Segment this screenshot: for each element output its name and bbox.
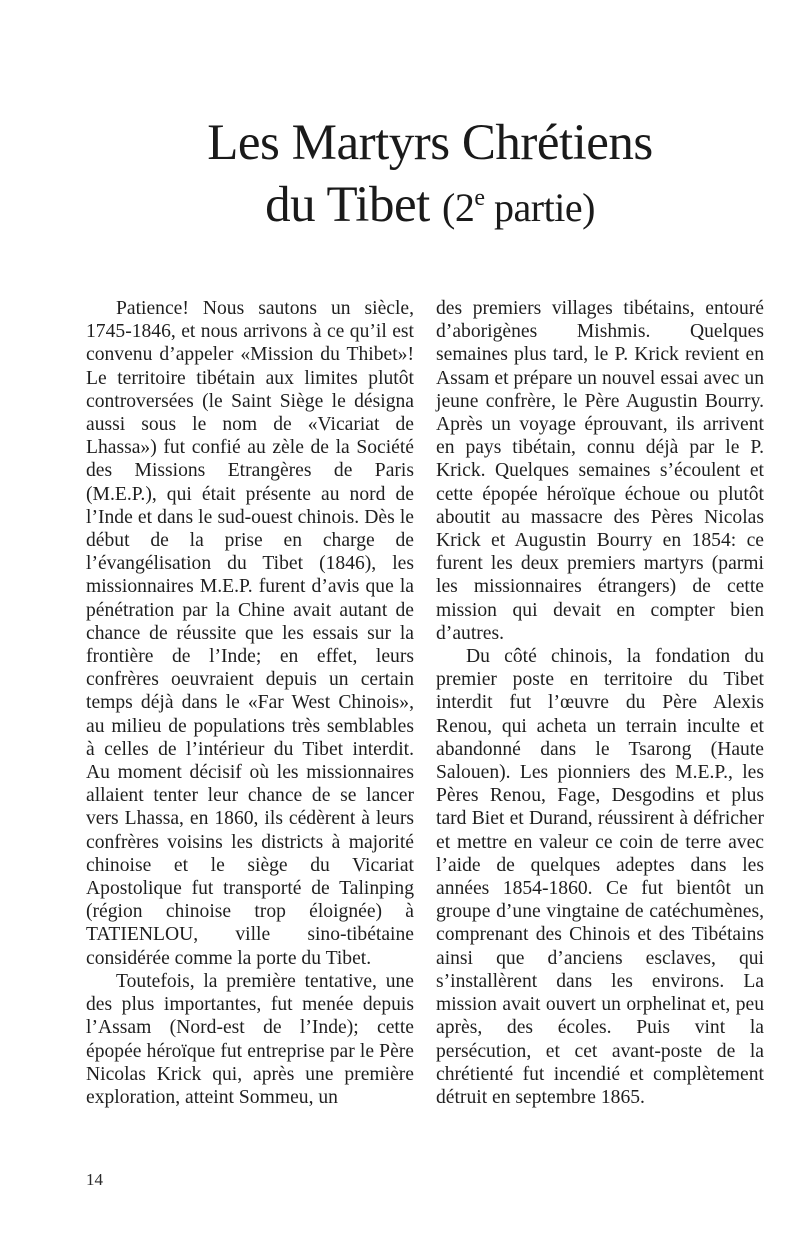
title-part-label — [442, 185, 595, 230]
paragraph-continued: des premiers villages tibétains, entouré d’aborigènes Mishmis. Quelques semaines plus tard, le P. Krick revient en Assam et prépare un nouvel essai avec un jeune confrère, le Père Augustin Bourry. Après un voyage éprouvant, ils arrivent en pays tibétain, connu déjà par le P. Krick. Quelques semaines s’écoulent et cette épopée héroïque échoue ou plutôt aboutit au massacre des Pères Nicolas Krick et Augustin Bourry en 1854: ce furent les deux premiers martyrs (parmi les missionnaires étrangers) de cette mission qui devait en compter bien d’autres. — [436, 298, 764, 644]
paragraph: Du côté chinois, la fondation du premier poste en territoire du Tibet interdit fut l’œuvre du Père Alexis Renou, qui acheta un terrain inculte et abandonné dans le Tsarong (Haute Salouen). Les pionniers des M.E.P., les Pères Renou, Fage, Desgodins et plus tard Biet et Durand, réussirent à défricher et mettre en valeur ce coin de terre avec l’aide de quelques adeptes dans les années 1854-1860. Ce fut bientôt un groupe d’une vingtaine de catéchumènes, comprenant des Chinois et des Tibétains ainsi que d’anciens esclaves, qui s’installèrent dans les environs. La mission avait ouvert un orphelinat et, peu après, des écoles. Puis vint la persécution, et cet avant-poste de la chrétienté fut incendié et complètement détruit en septembre 1865. — [436, 646, 764, 1108]
text-column-right — [436, 297, 764, 1109]
paragraph: Toutefois, la première tentative, une des plus importantes, fut menée depuis l’Assam (Nord-est de l’Inde); cette épopée héroïque fut entreprise par le Père Nicolas Krick qui, après une première exploration, atteint Sommeu, un — [86, 970, 414, 1108]
page-number: 14 — [86, 1170, 103, 1189]
title-line-2-main: du Tibet — [265, 177, 430, 233]
title-line-2 — [0, 174, 800, 239]
page-title — [0, 112, 800, 239]
title-line-1: Les Martyrs Chrétiens — [207, 115, 653, 171]
title-part-superscript: e — [474, 185, 485, 211]
paragraph: Patience! Nous sautons un siècle, 1745-1846, et nous arrivons à ce qu’il est convenu d’appeler «Mission du Thibet»! Le territoire tibétain aux limites plutôt controversées (le Saint Siège le désigna aussi sous le nom de «Vicariat de Lhassa») fut confié au zèle de la Société des Missions Etrangères de Paris (M.E.P.), qui était présente au nord de l’Inde et dans le sud-ouest chinois. Dès le début de la prise en charge de l’évangélisation du Tibet (1846), les missionnaires M.E.P. furent d’avis que la pénétration par la Chine avait autant de chance de réussite que les essais sur la frontière de l’Inde; en effet, leurs confrères oeuvraient depuis un certain temps déjà dans le «Far West Chinois», au milieu de populations très semblables à celles de l’intérieur du Tibet interdit. Au moment décisif où les missionnaires allaient tenter leur chance de se lancer vers Lhassa, en 1860, ils cédèrent à leurs confrères voisins les districts à majorité chinoise et le siège du Vicariat Apostolique fut transporté de Talinping (région chinoise trop éloignée) à TATIENLOU, ville sino-tibétaine considérée comme la porte du Tibet. — [86, 298, 414, 969]
text-column-left — [86, 297, 414, 1109]
title-part-rest: partie) — [484, 185, 595, 230]
title-part-open: (2 — [442, 185, 475, 230]
